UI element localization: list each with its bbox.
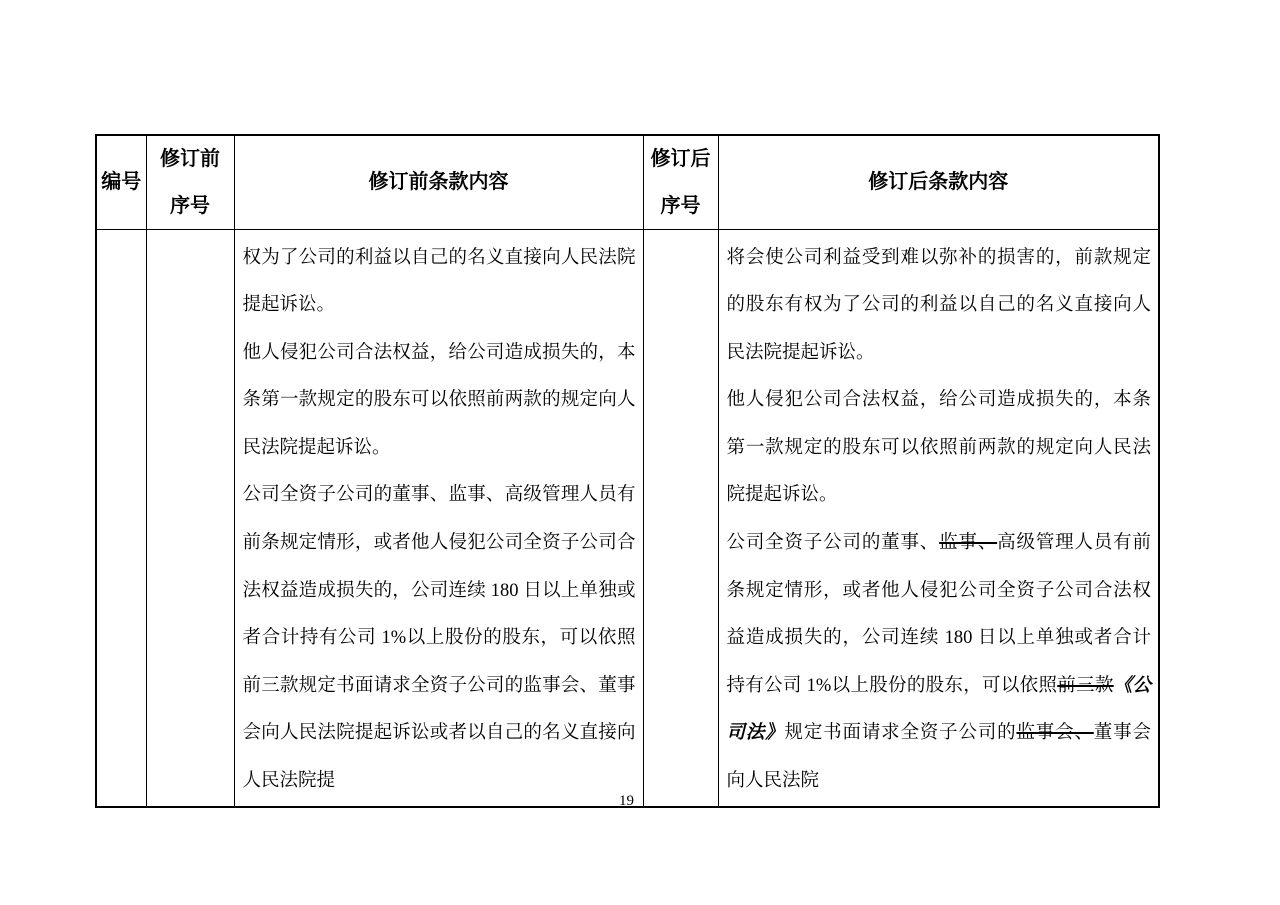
cell-post-content	[718, 229, 1159, 807]
header-pre-serial	[146, 135, 234, 229]
header-pre-serial-line2: 序号	[170, 194, 210, 217]
paragraph	[727, 520, 1152, 806]
text-segment: 规定书面请求全资子公司的	[784, 723, 1017, 744]
text-segment: 将会使公司利益受到难以弥补的损害的，前款规定的股东有权为了公司的利益以自己的名义直接向人民法院提起诉讼。	[726, 247, 1151, 363]
cell-post-serial	[643, 229, 718, 807]
cell-pre-serial	[146, 229, 234, 807]
deleted-text: 监事、	[939, 533, 998, 554]
header-post-serial-line2: 序号	[660, 194, 701, 217]
header-id	[96, 135, 146, 229]
paragraph	[727, 377, 1152, 520]
header-post-serial	[643, 135, 718, 229]
header-id-label: 编号	[101, 171, 142, 194]
header-pre-content-label: 修订前条款内容	[368, 171, 509, 194]
table-row	[96, 229, 1159, 807]
paragraph	[243, 235, 636, 330]
header-row	[96, 135, 1159, 229]
cell-pre-content	[234, 229, 643, 807]
deleted-text: 监事会、	[1016, 723, 1094, 744]
text-segment: 公司全资子公司的董事、	[726, 533, 940, 554]
paragraph	[727, 235, 1152, 378]
text-segment: 公司全资子公司的董事、监事、高级管理人员有前条规定情形，或者他人侵犯公司全资子公司合法权益造成损失的，公司连续 180 日以上单独或者合计持有公司 1%以上股份的股东，可以依照前三款规定书面请求全资子公司的监事会、董事会向人民法院提起诉讼或者以自己的名义直接向人民法院提	[242, 485, 636, 792]
text-segment: 权为了公司的利益以自己的名义直接向人民法院提起诉讼。	[242, 247, 636, 316]
header-post-serial-line1: 修订后	[650, 147, 711, 170]
header-post-content-label: 修订后条款内容	[868, 171, 1009, 194]
deleted-text: 前三款	[1057, 675, 1114, 696]
law-reference: 《公司法》	[726, 675, 1151, 744]
text-segment: 高级管理人员有前条规定情形，或者他人侵犯公司全资子公司合法权益造成损失的，公司连续 180 日以上单独或者合计持有公司 1%以上股份的股东，可以依照	[726, 533, 1151, 696]
paragraph	[243, 330, 636, 473]
header-pre-content	[234, 135, 643, 229]
text-segment: 董事会向人民法院	[726, 723, 1151, 792]
cell-id	[96, 229, 146, 807]
text-segment: 他人侵犯公司合法权益，给公司造成损失的，本条第一款规定的股东可以依照前两款的规定向人民法院提起诉讼。	[242, 342, 636, 458]
header-pre-serial-line1: 修订前	[160, 147, 220, 170]
paragraph	[243, 472, 636, 805]
page-number: 19	[619, 793, 634, 809]
revision-comparison-table	[95, 134, 1160, 808]
header-post-content	[718, 135, 1159, 229]
text-segment: 他人侵犯公司合法权益，给公司造成损失的，本条第一款规定的股东可以依照前两款的规定向人民法院提起诉讼。	[726, 390, 1151, 506]
